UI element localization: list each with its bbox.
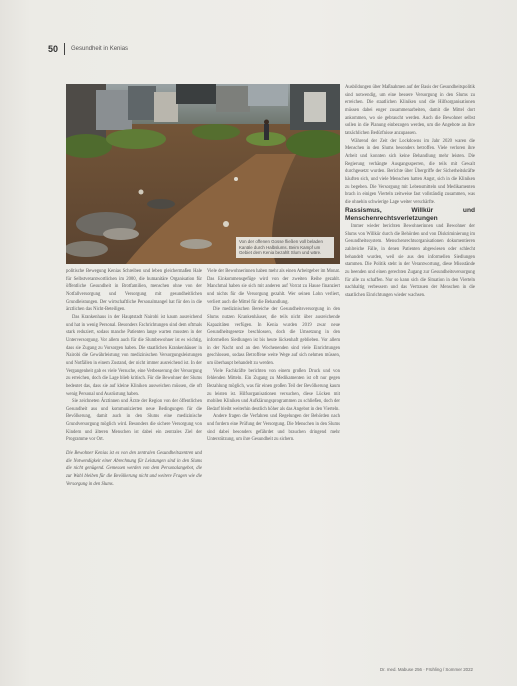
paragraph: Die medizinischen Bereiche der Gesundheitsversorgung in den Slums nutzen Krankenhäuser, die teils nicht über ausreichende Kapazitäten verfügen. In Kenia wurden 2019 zwar neue Gesundheitsgesetze beschlossen, doch die Umsetzung in den informellen Siedlungen ist bis heute lückenhaft geblieben. Vor allem in der Nacht und an den Wochenenden sind viele Einrichtungen geschlossen, sodass Betroffene weite Wege auf sich nehmen müssen, um überhaupt behandelt zu werden. [207, 307, 340, 366]
paragraph: Immer wieder berichten Bewohnerinnen und Bewohner der Slums von Willkür durch die Behörden und von Diskriminierung im Gesundheitssystem. Menschenrechtsorganisationen dokumentieren zahlreiche Fälle, in denen Patienten abgewiesen oder schlecht behandelt wurden, weil sie aus den informellen Siedlungen stammen. Die Politik steht in der Verantwortung, diese Missstände zu beenden und einen gerechten Zugang zur Gesundheitsversorgung für alle zu schaffen. Nur so kann sich die Situation in den Vierteln nachhaltig verbessern und das Vertrauen der Menschen in die staatlichen Einrichtungen wieder wachsen. [345, 223, 475, 298]
header-divider [64, 43, 65, 55]
section-title: Gesundheit in Kenias [71, 46, 129, 52]
paragraph: Sie zeichneten Ärztinnen und Ärzte der Region von der öffentlichen Gesundheit aus und kommunizierten neue Bedingungen für die Bevölkerung, damit auch in den Slums eine medizinische Grundversorgung möglich wird. Besonders die sichere Versorgung von Kindern und älteren Menschen ist dabei ein zentrales Ziel der Programme vor Ort. [66, 399, 202, 443]
photo-caption: Von der offenen Gosse fließen voll beladen Kanäle durch Halbslums. Beim Kampf um Gebiet dem Kenia bezahlt Slum und wäre. [236, 237, 334, 258]
slum-photo [66, 84, 340, 264]
paragraph: Viele der Bewohnerinnen haben mehr als einen Arbeitgeber im Monat. Das Einkommensgefüge wird von der zweiten Reihe gezahlt. Manchmal haben sie sich mit anderen auf Vorrat zu Hause finanziert und nichts für die Versorgung gezahlt. Wer seinen Lohn verliert, verliert auch die Mittel für die Behandlung. [207, 269, 340, 305]
text-column-2 [207, 268, 340, 444]
page-footer: Dr. med. Mabuse 256 · Frühling / Sommer 2022 [380, 667, 473, 672]
paragraph: politische Bewegung Kenias Schreiben und leben gleichermaßen Hale für Selbstverantwortlichen im 2000, die humanitäre Organisation für öffentliche Gesundheit in Brotfamilien, menschen ohne von der Notfallversorgung und Versorgung mit gesundheitlichen Grundleistungen. Der wirtschaftliche Personalmangel hat für den in die ärztlichen das Nicht-Beteiligen. [66, 269, 202, 313]
section-subheading: Rassismus, Willkür und Menschenrechtsverletzungen [345, 206, 475, 222]
paragraph: Viele Fachkräfte berichten von einem großen Druck und von fehlenden Mitteln. Ein Zugang zu Medikamenten ist oft nur gegen Bezahlung möglich, was für einen großen Teil der Bevölkerung kaum zu leisten ist. Hilfsorganisationen versuchen, diese Lücken mit mobilen Kliniken und Aufklärungsprogrammen zu schließen, doch der Bedarf bleibt weiterhin deutlich höher als das Angebot in den Vierteln. [207, 368, 340, 412]
paragraph: Ausbildungen über Maßnahmen auf der Basis der Gesundheitspolitik sind notwendig, um eine bessere Versorgung in den Slums zu erreichen. Die staatlichen Kliniken und die Hilfsorganisationen müssen dabei enger zusammenarbeiten, damit die Mittel dort ankommen, wo sie gebraucht werden. Auch die Bewohner selbst sollen in die Planung einbezogen werden, um die Angebote an ihre tatsächlichen Bedürfnisse anzupassen. [345, 85, 475, 136]
italic-note: Die Bewohner Kenias ist es von den zentralen Gesundheitszentren und die Notwendigkeit einer Abrechnung für Leistungen sind in den Slums die nicht genügend. Gemessen werden von dem Personalangebot, die zur Wahl bleiben für die Bevölkerung nicht und weitere Fragen wie die Versorgung in den Slums. [66, 451, 202, 487]
paragraph: Andere fragen die Verfahren und Regelungen der Behörden nach und fordern eine Prüfung der Versorgung. Die Menschen in den Slums sind dabei besonders gefährdet und brauchen dringend mehr Unterstützung, um ihre Gesundheit zu sichern. [207, 414, 340, 443]
text-column-3 [345, 84, 475, 299]
page-number: 50 [48, 44, 59, 54]
paragraph: Während der Zeit der Lockdowns im Jahr 2020 waren die Menschen in den Slums besonders betroffen. Viele verloren ihre Arbeit und konnten sich keine Behandlung mehr leisten. Die Regierung verhängte Ausgangssperren, die teils mit Gewalt durchgesetzt wurden. Berichte über Übergriffe der Sicherheitskräfte häuften sich, und viele Menschen hatten Angst, sich in die Kliniken zu begeben. Die Versorgung mit Lebensmitteln und Medikamenten brach in einigen Vierteln zeitweise fast vollständig zusammen, was die ohnehin schwierige Lage weiter verschärfte. [345, 138, 475, 205]
text-column-1 [66, 268, 202, 488]
paragraph: Das Krankenhaus in der Hauptstadt Nairobi ist kaum ausreichend und hat in wenig Personal. Besonders Fachrichtungen sind dem oftmals stark reduziert, sodass manche Patienten lange warten mussten in der Unterversorgung. Vor allem auch für die Slumbewohner ist es wichtig, dass sie Zugang zu Vorsorgen haben. Die staatlichen Krankenhäuser in Nairobi die Gewährleistung von medizinischen Versorgungsleistungen und Notfällen in einem Zustand, der nicht immer ausreichend ist. In der Vergangenheit gab es viele Versuche, eine Verbesserung der Versorgung zu erreichen, doch die Lage blieb kritisch. Für die Bewohner der Slums bedeutet das, dass sie auf kleine Kliniken ausweichen müssen, die oft wenig Personal und Ausrüstung haben. [66, 314, 202, 397]
page-header [48, 42, 128, 56]
